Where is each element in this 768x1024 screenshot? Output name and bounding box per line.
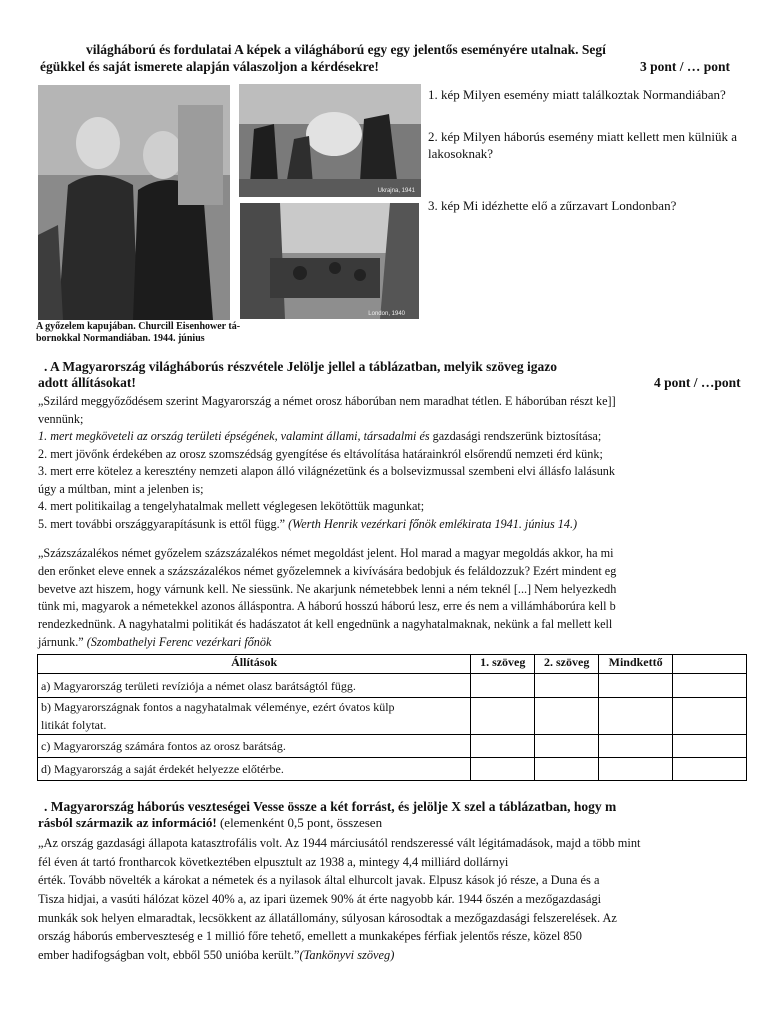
text-line xyxy=(38,946,760,965)
section2-header-line2: adott állításokat! xyxy=(38,375,136,390)
statement-b xyxy=(38,698,471,735)
answer-cell-d-both[interactable] xyxy=(599,758,673,781)
text-line: den erőnket eleve ennek a százszázalékos német győzelemnek a kivívására bedobjuk és feláldozzuk? Ezért mindent eg xyxy=(38,563,617,578)
source-text-textbook xyxy=(38,834,760,965)
section2-points: 4 pont / …pont xyxy=(654,375,741,390)
text-fragment: gazdasági rendszerünk biztosítása; xyxy=(429,429,602,443)
text-line xyxy=(38,516,758,534)
section1-header-line2: égükkel és saját ismerete alapján válaszoljon a kérdésekre! xyxy=(40,59,379,74)
text-line: fél éven át tartó frontharcok következtében elpusztult az 1938 a, mintegy 4,4 milliárd dollárnyi xyxy=(38,854,509,869)
answer-cell-d-extra[interactable] xyxy=(673,758,747,781)
answer-cell-b-extra[interactable] xyxy=(673,698,747,735)
source-text-szombathelyi xyxy=(38,545,758,652)
text-italic-fragment: 1. mert megköveteli az ország területi épségének, valamint állami, társadalmi és xyxy=(38,429,430,443)
column-header-both: Mindkettő xyxy=(599,655,673,674)
text-line: 4. mert politikailag a tengelyhatalmak mellett véglegesen lekötöttük magunkat; xyxy=(38,499,425,513)
section3-header-note: (elemenként 0,5 pont, összesen xyxy=(216,815,383,830)
column-header-text2: 2. szöveg xyxy=(535,655,599,674)
text-fragment: járnunk.” xyxy=(38,634,87,649)
statement-d: d) Magyarország a saját érdekét helyezze előtérbe. xyxy=(38,758,471,781)
photo2-label: Ukrajna, 1941 xyxy=(377,188,415,194)
question-2: 2. kép Milyen háborús esemény miatt kellett men külniük a lakosoknak? xyxy=(428,129,738,161)
section1-header-line1: világháború és fordulatai A képek a világháború egy egy jelentős eseményére utalnak. Segí xyxy=(86,42,606,57)
column-header-text1: 1. szöveg xyxy=(471,655,535,674)
statements-table xyxy=(37,654,747,781)
section2-header-line1: . A Magyarország világháborús részvétele Jelölje jellel a táblázatban, melyik szöveg igazo xyxy=(44,359,558,374)
source-citation: (Szombathelyi Ferenc vezérkari főnök xyxy=(86,634,272,649)
section1-points: 3 pont / … pont xyxy=(640,59,731,74)
text-line: „Szilárd meggyőződésem szerint Magyarország a német orosz háborúban nem maradhat tétlen. E háborúban részt ke]] xyxy=(38,394,616,408)
column-header-statements: Állítások xyxy=(38,655,471,674)
photo3-label: London, 1940 xyxy=(368,311,405,317)
text-line xyxy=(38,634,758,652)
answer-cell-d-text1[interactable] xyxy=(471,758,535,781)
section3-header-bold: rásból származik az információ! xyxy=(38,815,217,830)
text-line: ország háborús emberveszteség e 1 millió főre tehető, emellett a munkaképes férfiak jelentős része, közel 850 xyxy=(38,929,582,944)
statement-b-line1: b) Magyarországnak fontos a nagyhatalmak véleménye, ezért óvatos külp xyxy=(41,700,395,714)
answer-cell-b-text2[interactable] xyxy=(535,698,599,735)
text-line: munkák sok helyen elmaradtak, lecsökkent az állatállomány, súlyosan károsodtak a mezőgazdasági felszerelések. Az xyxy=(38,910,617,925)
text-line xyxy=(38,428,758,446)
source-citation: (Tankönyvi szöveg) xyxy=(299,948,395,963)
text-line: érték. Tovább növelték a károkat a németek és a nyilasok által elhurcolt javak. Elpusz kások jó része, a Duna és a xyxy=(38,873,600,888)
statement-c: c) Magyarország számára fontos az orosz barátság. xyxy=(38,735,471,758)
text-line: rendezkednünk. A nagyhatalmi politikát és hadászatot át kell engednünk a nagyhatalmaknak, nekünk a fal mellett kell xyxy=(38,617,613,632)
statement-a: a) Magyarország területi revíziója a német olasz barátságtól függ. xyxy=(38,674,471,698)
text-line: tünk mi, magyarok a németekkel azonos álláspontra. A háború hosszú háború lesz, erre és nem a villámháborúra kell b xyxy=(38,599,616,614)
text-line: Tisza hidjai, a vasúti hálózat közel 40% a, az ipari üzemek 90% át érte nagyobb kár. 1944 őszén a mezőgazdasági xyxy=(38,892,602,907)
answer-cell-a-both[interactable] xyxy=(599,674,673,698)
section3-header-line2 xyxy=(38,815,382,831)
source-text-werth xyxy=(38,393,758,533)
text-line: vennünk; xyxy=(38,411,84,426)
section3-header-line1: . Magyarország háborús veszteségei Vesse össze a két forrást, és jelölje X szel a táblázatban, hogy m xyxy=(44,799,617,814)
question-1: 1. kép Milyen esemény miatt találkoztak Normandiában? xyxy=(428,87,726,102)
answer-cell-a-extra[interactable] xyxy=(673,674,747,698)
statement-b-line2: litikát folytat. xyxy=(41,718,107,732)
text-line: „Százszázalékos német győzelem százszázalékos német megoldást jelent. Hol marad a magyar megoldás akkor, ha mi xyxy=(38,546,614,560)
answer-cell-c-text1[interactable] xyxy=(471,735,535,758)
text-fragment: ember hadifogságban volt, ebből 550 unióba került.” xyxy=(38,948,300,963)
photo-ukraine-refugees xyxy=(239,84,421,197)
answer-cell-c-extra[interactable] xyxy=(673,735,747,758)
photo1-caption-line2: bornokkal Normandiában. 1944. június xyxy=(36,333,205,344)
answer-cell-d-text2[interactable] xyxy=(535,758,599,781)
table-row xyxy=(38,698,747,735)
text-line: bevetve azt hiszem, hogy várnunk kell. Ne siessünk. Ne akarjunk németebbek lenni a ném teknél [...] Nem helyezkedh xyxy=(38,581,617,596)
source-citation: (Werth Henrik vezérkari főnök emlékirata 1941. június 14.) xyxy=(288,516,578,531)
answer-cell-b-both[interactable] xyxy=(599,698,673,735)
answer-cell-a-text2[interactable] xyxy=(535,674,599,698)
table-header-row xyxy=(38,655,747,674)
answer-cell-a-text1[interactable] xyxy=(471,674,535,698)
photo-churchill-eisenhower xyxy=(38,85,230,320)
photo-london-chaos xyxy=(240,203,419,319)
answer-cell-c-text2[interactable] xyxy=(535,735,599,758)
table-row xyxy=(38,735,747,758)
answer-cell-b-text1[interactable] xyxy=(471,698,535,735)
table-row xyxy=(38,674,747,698)
text-line: „Az ország gazdasági állapota katasztrofális volt. Az 1944 márciusától rendszeressé vált légitámadások, majd a több mint xyxy=(38,836,641,850)
text-line: 3. mert erre kötelez a keresztény nemzeti alapon álló világnézetünk és a bolsevizmussal szembeni elvi állásfo lalásunk xyxy=(38,464,615,478)
photo1-caption-line1: A győzelem kapujában. Churcill Eisenhower tá- xyxy=(36,321,241,332)
text-line: úgy a múltban, mint a jelenben is; xyxy=(38,481,204,496)
question-3: 3. kép Mi idézhette elő a zűrzavart Londonban? xyxy=(428,198,677,213)
table-row xyxy=(38,758,747,781)
text-line: 2. mert jövőnk érdekében az orosz szomszédság gyengítése és eltávolítása határainkról elsőrendű nemzeti érd künk; xyxy=(38,446,603,461)
column-header-empty xyxy=(673,655,747,674)
text-fragment: 5. mert további országgyarapításunk is ettől függ.” xyxy=(38,516,289,531)
answer-cell-c-both[interactable] xyxy=(599,735,673,758)
